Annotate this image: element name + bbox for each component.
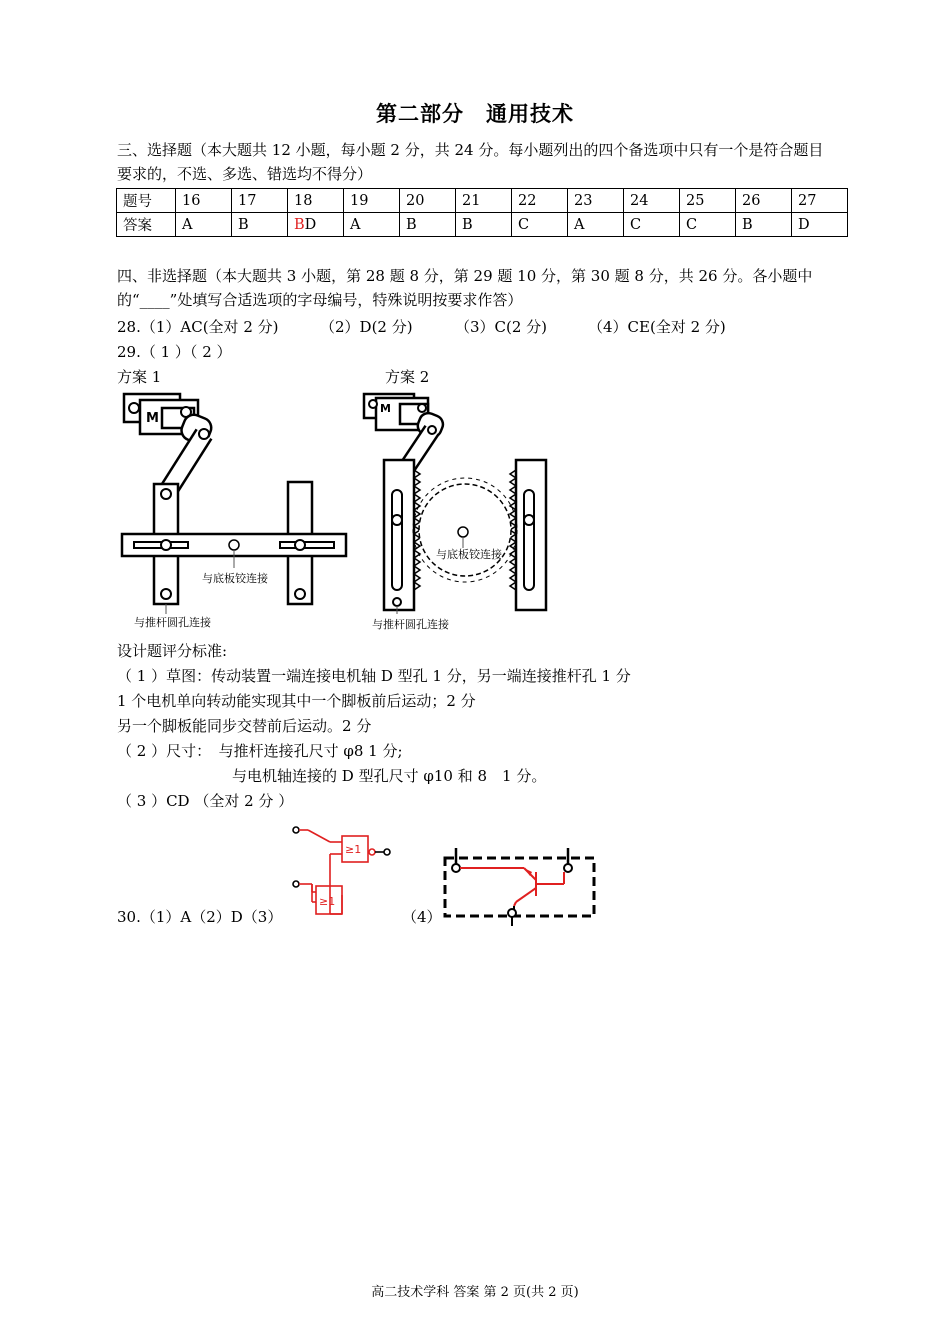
plan1-mechanism-diagram [116, 390, 356, 635]
caption-base-hinge: 与底板铰连接 [202, 572, 268, 585]
answer-cell: B [736, 213, 792, 237]
answer-cell: C [680, 213, 736, 237]
answer-cell: B [400, 213, 456, 237]
answer-cell: A [568, 213, 624, 237]
criteria-title: 设计题评分标准: [117, 642, 228, 660]
question-number: 23 [568, 189, 624, 213]
criteria-line-1: （ 1 ）草图：传动装置一端连接电机轴 D 型孔 1 分，另一端连接推杆孔 1 分 [117, 667, 631, 685]
criteria-line-3: 另一个脚板能同步交替前后运动。2 分 [117, 717, 372, 735]
question-number: 24 [624, 189, 680, 213]
question-number: 26 [736, 189, 792, 213]
question-number: 18 [288, 189, 344, 213]
q28-part1: 28.（1）AC(全对 2 分) [117, 318, 279, 336]
motor-label: M [146, 411, 159, 426]
row-label-answer: 答案 [117, 213, 176, 237]
plan2-label: 方案 2 [385, 368, 430, 386]
question-number: 20 [400, 189, 456, 213]
page-title: 第二部分 通用技术 [376, 102, 574, 126]
criteria-line-6: （ 3 ）CD （全对 2 分 ） [117, 792, 294, 810]
plan1-label: 方案 1 [117, 368, 162, 386]
answer-cell-18 [288, 213, 344, 237]
question-number: 22 [512, 189, 568, 213]
q30-part4-label: （4） [402, 908, 442, 926]
page-footer: 高二技术学科 答案 第 2 页(共 2 页) [371, 1285, 579, 1300]
caption-base-hinge-2: 与底板铰连接 [436, 548, 502, 561]
answer-18-black: D [304, 216, 317, 233]
plan2-mechanism-diagram [360, 390, 560, 635]
answer-18-red: B [294, 216, 305, 233]
answer-cell: B [456, 213, 512, 237]
caption-push-rod: 与推杆圆孔连接 [134, 616, 211, 629]
question-number: 16 [176, 189, 232, 213]
table-row-questions [117, 189, 848, 213]
q30-transistor-circuit [440, 846, 600, 926]
question-number: 19 [344, 189, 400, 213]
q28-part2: （2）D(2 分) [320, 318, 413, 336]
answer-table [116, 188, 848, 237]
question-number: 25 [680, 189, 736, 213]
answer-cell: B [232, 213, 288, 237]
q30-answers: 30.（1）A（2）D（3） [117, 908, 283, 926]
gate-1-label: ≥1 [345, 843, 362, 856]
answer-cell: A [176, 213, 232, 237]
criteria-line-4: （ 2 ）尺寸： 与推杆连接孔尺寸 φ8 1 分; [117, 742, 403, 760]
section3-intro: 三、选择题（本大题共 12 小题，每小题 2 分，共 24 分。每小题列出的四个备选项中只有一个是符合题目要求的，不选、多选、错选均不得分） [117, 141, 824, 183]
motor-label-2: M [380, 402, 391, 415]
q28-part4: （4）CE(全对 2 分) [588, 318, 726, 336]
caption-push-rod-2: 与推杆圆孔连接 [372, 618, 449, 631]
answer-cell: D [792, 213, 848, 237]
answer-cell: C [624, 213, 680, 237]
criteria-line-5: 与电机轴连接的 D 型孔尺寸 φ10 和 8 1 分。 [232, 767, 547, 785]
answer-cell: A [344, 213, 400, 237]
question-number: 27 [792, 189, 848, 213]
table-row-answers [117, 213, 848, 237]
criteria-line-2: 1 个电机单向转动能实现其中一个脚板前后运动；2 分 [117, 692, 476, 710]
q30-logic-gate-circuit [290, 820, 400, 925]
answer-cell: C [512, 213, 568, 237]
row-label-question: 题号 [117, 189, 176, 213]
question-number: 17 [232, 189, 288, 213]
q29-heading: 29.（ 1 ）（ 2 ） [117, 343, 232, 361]
section4-intro: 四、非选择题（本大题共 3 小题，第 28 题 8 分，第 29 题 10 分，第 30 题 8 分，共 26 分。各小题中的“____”处填写合适选项的字母编号，特殊说明按要求作答） [117, 267, 813, 309]
gate-2-label: ≥1 [319, 895, 336, 908]
q28-part3: （3）C(2 分) [455, 318, 548, 336]
question-number: 21 [456, 189, 512, 213]
